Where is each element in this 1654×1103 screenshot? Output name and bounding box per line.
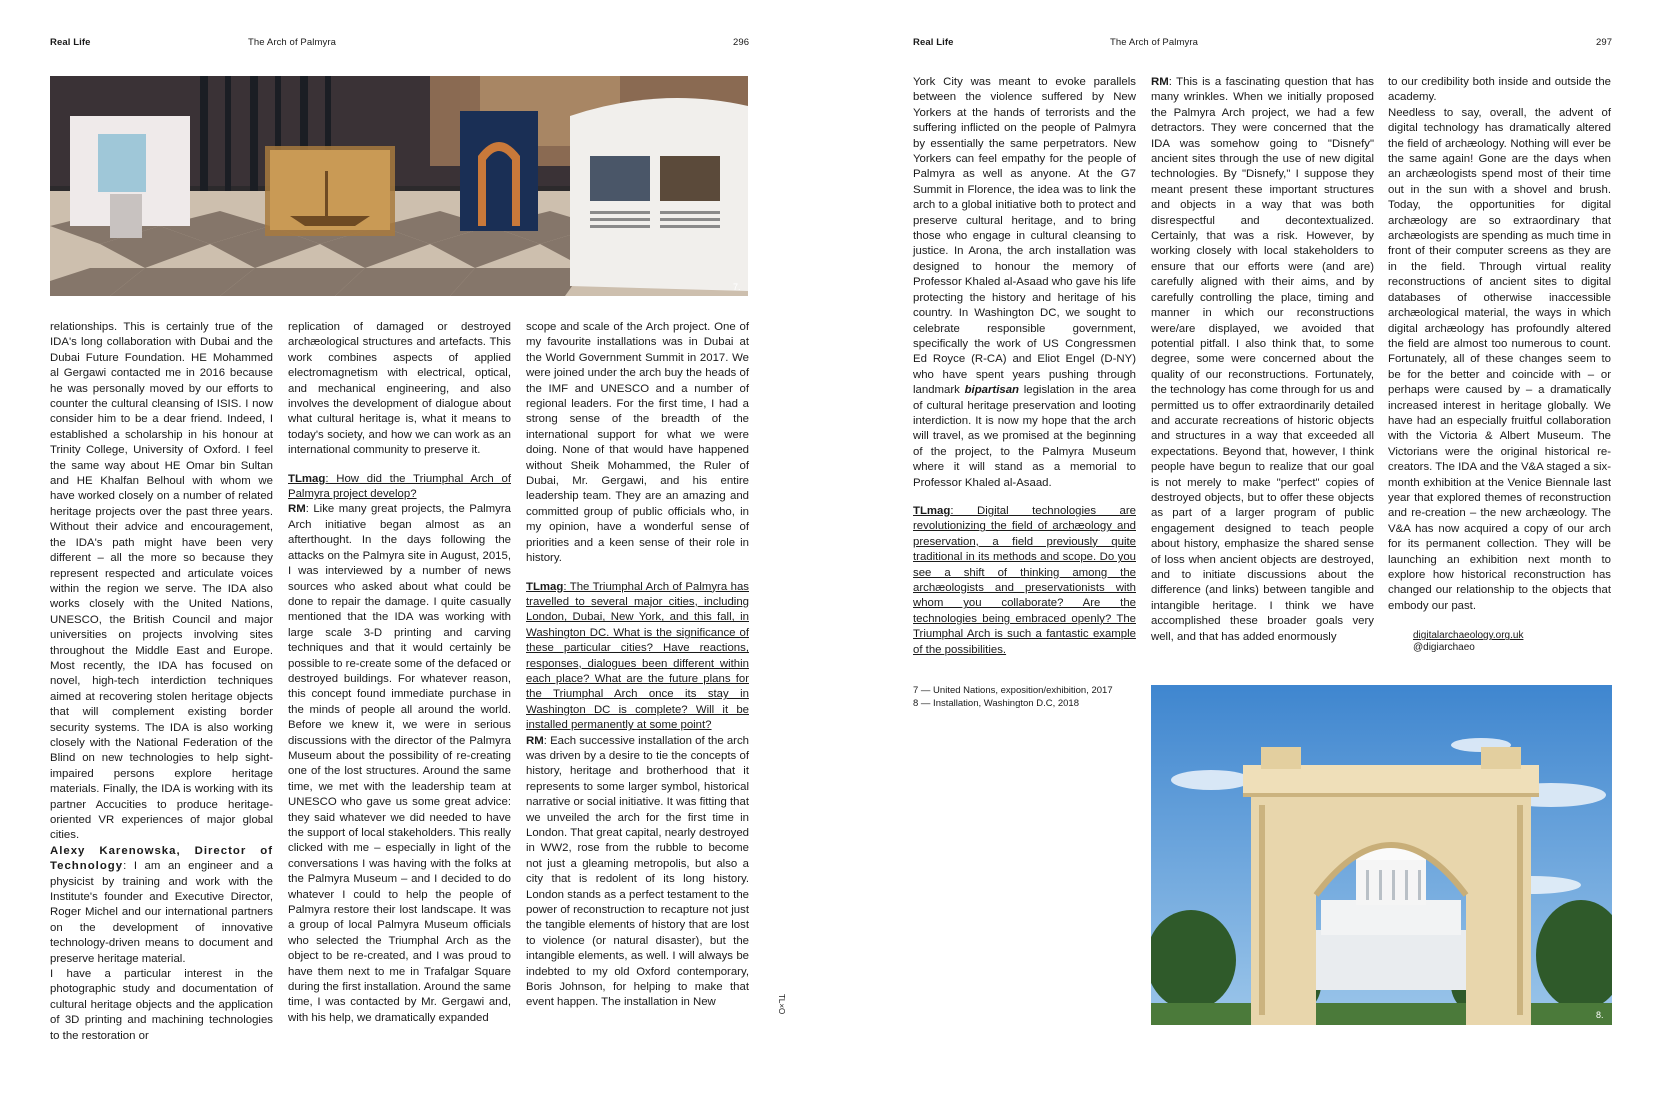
- running-head-title: The Arch of Palmyra: [248, 37, 336, 48]
- photo-number: 8.: [1596, 1010, 1604, 1020]
- page-number: 296: [733, 37, 750, 48]
- speaker-label: RM: [526, 734, 544, 747]
- speaker-label: RM: [1151, 76, 1169, 88]
- interview-question: [288, 472, 511, 503]
- question-text: : How did the Triumphal Arch of Palmyra project develop?: [288, 472, 511, 501]
- interview-question: [526, 580, 749, 734]
- running-head-section: Real Life: [913, 37, 954, 48]
- exhibition-photo: [50, 76, 748, 296]
- running-head-title: The Arch of Palmyra: [1110, 37, 1198, 48]
- magazine-mark: TL×O: [777, 994, 786, 1015]
- body-column: [288, 320, 511, 1026]
- speaker-label: TLmag: [288, 472, 326, 485]
- links: [1413, 630, 1611, 654]
- paragraph: [288, 502, 511, 1026]
- paragraph: [526, 734, 749, 1011]
- speaker-name: Alexy Karenowska, Director of Technology: [50, 844, 273, 873]
- paragraph: [1151, 75, 1374, 645]
- paragraph: I have a particular interest in the photographic study and documentation of cultural heritage objects and the application of 3D printing and machining technologies to the restoration or: [50, 968, 273, 1042]
- social-handle[interactable]: @digiarchaeo: [1413, 642, 1475, 654]
- interview-question: [913, 504, 1136, 658]
- question-text: : Digital technologies are revolutionizing the field of archæology and preservation, a field previously quite traditional in its methods and scope. Do you see a shift of thinking among the archæologists and preservationists with whom you collaborate? Are the technologies being embraced openly? The Triumphal Arch is such a fantastic example of the possibilities.: [913, 504, 1136, 656]
- body-column: [1388, 75, 1611, 654]
- answer-text: : This is a fascinating question that has many wrinkles. When we initially proposed the Palmyra Arch project, we had a few detractors. They were concerned that the IDA was somehow going to "Disnefy" ancient sites through the use of new digital technologies. By "Disnefy," I suppose they meant present these important structures and objects in a way that was both disrespectful and decontextualized. Certainly, that was a risk. However, by working closely with local stakeholders to ensure that our efforts were (and are) carefully aligned with their aims, and by carefully controlling the place, timing and manner in which our reconstructions were/are displayed, we avoided that potential pitfall. I also think that, to some degree, some were concerned about the quality of our reconstructions. Fortunately, the technology has come through for us and permitted us to offer extraordinarily detailed and accurate recreations of historic objects and structures in a way that exceeded all expectations. Beyond that, however, I think people have begun to realize that our goal is not merely to make "perfect" copies of destroyed objects, but to offer these objects as part of a larger program of public engagement designed to teach people about history, emphasize the shared sense of loss when ancient objects are destroyed, and to initiate discussions about the difference (and links) between tangible and intangible heritage. I think we have accomplished these broader goals very well, and that has added enormously: [1151, 76, 1374, 643]
- emphasis-text: bipartisan: [964, 384, 1020, 397]
- speaker-label: TLmag: [913, 504, 951, 517]
- body-column: [526, 320, 749, 1011]
- photo-number: 7.: [733, 282, 741, 292]
- caption: 8 — Installation, Washington D.C, 2018: [913, 698, 1079, 709]
- page-number: 297: [1596, 37, 1613, 48]
- body-column: [50, 320, 273, 1044]
- speaker-label: RM: [288, 503, 306, 516]
- answer-text: : I am an engineer and a physicist by training and work with the Institute's founder and Executive Director, Roger Michel and our international partners on the development of innovative technology-driven means to document and preserve heritage material.: [50, 860, 273, 965]
- answer-text: legislation in the area of cultural heritage preservation and looting interdiction. It is now my hope that the arch will travel, as we promised at the beginning of the project, to the Palmyra Museum where it will stand as a memorial to Professor Khaled al-Asaad.: [913, 384, 1137, 489]
- running-head-section: Real Life: [50, 37, 91, 48]
- paragraph: [913, 75, 1136, 491]
- speaker-label: TLmag: [526, 580, 564, 593]
- paragraph: to our credibility both inside and outside the academy.: [1388, 76, 1611, 104]
- body-column: [913, 75, 1136, 658]
- body-column: [1151, 75, 1374, 645]
- paragraph: relationships. This is certainly true of the IDA's long collaboration with Dubai and the Dubai Future Foundation. HE Mohammed al Gergawi contacted me in 2016 because he was personally moved by our efforts to counter the cultural cleansing of ISIS. I now consider him to be a dear friend. Indeed, I established a scholarship in his honour at Trinity College, University of Oxford. I feel the same way about HE Omar bin Sultan and HE Khalfan Belhoul with whom we have worked closely on a number of related heritage projects over the past three years. Without their advice and encouragement, the IDA's path might have been very different – all the more so because they represent respected and articulate voices within the region we serve. The IDA also works closely with the United Nations, UNESCO, the British Council and major universities on projects involving sites throughout the Middle East and Europe. Most recently, the IDA has focused on novel, high-tech interdiction techniques aimed at recovering stolen heritage objects that will complement existing border security systems. The IDA is also working closely with the National Federation of the Blind on new technologies to help sight-impaired persons explore heritage materials. Finally, the IDA is working with its partner Accucities to produce heritage-oriented VR experiences of major global cities.: [50, 321, 273, 842]
- caption: 7 — United Nations, exposition/exhibition, 2017: [913, 685, 1113, 696]
- answer-text: : Like many great projects, the Palmyra Arch initiative began almost as an afterthought. In the days following the attacks on the Palmyra site in August, 2015, I was interviewed by a number of news sources who asked about what could be done to repair the damage. I quite casually mentioned that the IDA was working with large scale 3-D printing and carving techniques and that it would certainly be possible to re-create some of the defaced or destroyed buildings. For whatever reason, this concept found immediate purchase in the minds of people all around the world. Before we knew it, we were in serious discussions with the director of the Palmyra Museum about the possibility of re-creating one of the lost structures. Around the same time, we met with the leadership team at UNESCO who gave us some great advice: they said whatever we did needed to have the support of local stakeholders. This really clicked with me – especially in light of the conversations I was having with the folks at the Palmyra Museum – and I decided to do whatever I could to help the people of Palmyra restore their lost landscape. It was a group of local Palmyra Museum officials who selected the Triumphal Arch as the object to be re-created, and I was proud to have them next to me in Trafalgar Square during the first installation. Around the same time, I was contacted by Mr. Gergawi and, with his help, we dramatically expanded: [288, 503, 511, 1024]
- question-text: : The Triumphal Arch of Palmyra has travelled to several major cities, including London, Dubai, New York, and this fall, in Washington DC. What is the significance of these particular cities? Have reactions, responses, dialogues been different within each place? What are the future plans for the Triumphal Arch once its stay in Washington DC is complete? Will it be installed permanently at some point?: [526, 580, 749, 732]
- paragraph: [50, 844, 273, 967]
- paragraph: scope and scale of the Arch project. One of my favourite installations was in Dubai at the World Government Summit in 2017. We were joined under the arch buy the heads of the IMF and UNESCO and a number of regional leaders. For the first time, I had a strong sense of the breadth of the international support for what we were doing. None of that would have happened without Sheik Mohammed, the Ruler of Dubai, Mr. Gergawi, and his entire leadership team. They are an amazing and committed group of public officials who, in my opinion, have a wonderful sense of priorities and a keen sense of their role in history.: [526, 321, 749, 565]
- arch-capitol-photo: [1151, 685, 1612, 1025]
- answer-text: York City was meant to evoke parallels between the violence suffered by New Yorkers at the hands of terrorists and the suffering inflicted on the people of Palmyra by essentially the same perpetrators. New Yorkers can feel empathy for the people of Palmyra as well as anyone. At the G7 Summit in Florence, the idea was to link the arch to a global initiative both to protect and preserve cultural heritage, and to bring those who engage in cultural cleansing to justice. In Arona, the arch installation was designed to honour the memory of Professor Khaled al-Asaad who gave his life protecting the history and heritage of his country. In Washington DC, we sought to celebrate responsible government, specifically the work of US Congressmen Ed Royce (R-CA) and Eliot Engel (D-NY) who have spent years pushing through landmark: [913, 76, 1136, 397]
- answer-text: : Each successive installation of the arch was driven by a desire to tie the concepts of history, heritage and brotherhood that it represents to some larger symbol, historical narrative or social initiative. It was fitting that we unveiled the arch for the first time in London. That great capital, nearly destroyed in WW2, rose from the rubble to become not just a gleaming metropolis, but also a city that is redolent of its long history. London stands as a perfect testament to the power of reconstruction to recapture not just the tangible elements of history that are lost to violence (or natural disaster), but the intangible elements, as well. I will always be indebted to my old Oxford contemporary, Boris Johnson, for helping to make that event happen. The installation in New: [526, 734, 749, 1009]
- paragraph: replication of damaged or destroyed archæological structures and artefacts. This work combines aspects of applied electromagnetism with electrical, optical, and mechanical engineering, and also involves the development of dialogue about what cultural heritage is, what it means to today's society, and how we can work as an international community to preserve it.: [288, 321, 511, 457]
- paragraph: Needless to say, overall, the advent of digital technology has dramatically altered the field of archæology. Nothing will ever be the same again! Gone are the days when an archæologists spend most of their time out in the sun with a shovel and brush. Today, the opportunities for digital archæology are so extraordinary that archæologists are spending as much time in front of their computer screens as they are in the field. Through virtual reality reconstructions of ancient sites to digital databases of otherwise inaccessible archæological material, the ways in which digital archæology has profoundly altered the field are almost too numerous to count. Fortunately, all of these changes seem to be for the better and coincide with – or perhaps were caused by – a dramatically increased interest in heritage globally. We have had an especially fruitful collaboration with the Victoria & Albert Museum. The Victorians were the original historical re-creators. The IDA and the V&A staged a six-month exhibition at the Venice Biennale last year that explored themes of reconstruction and re-creation – the new archæology. The V&A has now acquired a copy of our arch for its permanent collection. They will be launching an exhibition next month to explore how historical reconstruction has changed our relationship to the objects that embody our past.: [1388, 106, 1611, 612]
- website-link[interactable]: digitalarchaeology.org.uk: [1413, 630, 1524, 642]
- photo-captions: [913, 684, 1113, 710]
